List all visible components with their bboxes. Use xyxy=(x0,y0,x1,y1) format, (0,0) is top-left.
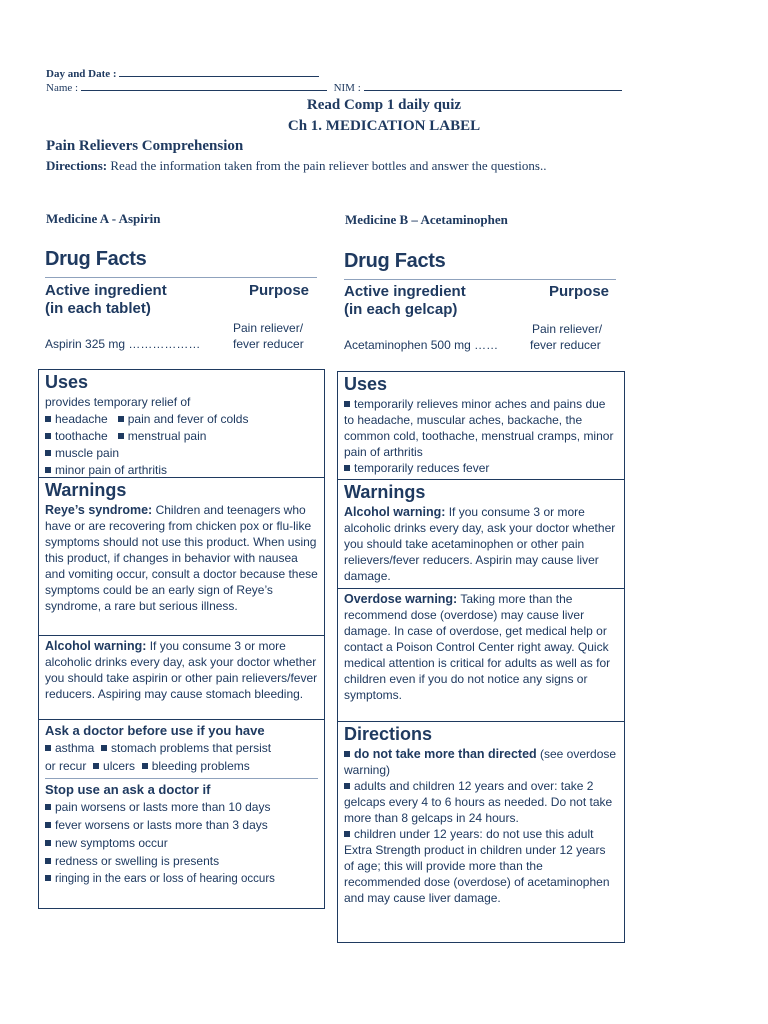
uses-item: muscle pain xyxy=(55,446,120,460)
medicine-b-active-ingredient xyxy=(344,283,466,319)
medicine-b-facts-box xyxy=(337,371,625,943)
bullet-icon xyxy=(344,751,350,757)
alcohol-text: If you consume 3 or more alcoholic drinks every day, ask your doctor whether you should take aspirin or other pain relievers/fever reducers. Aspiring may cause stomach bleeding. xyxy=(45,639,318,701)
direction-text: adults and children 12 years and over: take 2 gelcaps every 4 to 6 hours as needed. Do not take more than 8 gelcaps in 24 hours. xyxy=(344,779,613,825)
uses-item: toothache xyxy=(55,429,108,443)
bullet-icon xyxy=(45,858,51,864)
overdose-label: Overdose warning: xyxy=(344,592,458,606)
bullet-icon xyxy=(344,783,350,789)
alcohol-label: Alcohol warning: xyxy=(45,639,147,653)
uses-row xyxy=(45,428,318,445)
medicine-b-purpose-1: Pain reliever/ xyxy=(532,322,603,336)
medicine-b-ingredient: Acetaminophen 500 mg …… xyxy=(344,338,499,352)
bullet-icon xyxy=(45,450,51,456)
stop-text: ringing in the ears or loss of hearing occurs xyxy=(55,873,275,885)
bullet-icon xyxy=(101,745,107,751)
stop-text: pain worsens or lasts more than 10 days xyxy=(55,800,271,814)
uses-text: temporarily relieves minor aches and pains due to headache, muscular aches, backache, the common cold, toothache, menstrual cramps, minor pain of arthritis xyxy=(344,397,614,459)
ask-title: Ask a doctor before use if you have xyxy=(45,723,265,738)
direction-text: children under 12 years: do not use this adult Extra Strength product in children under 12 years of age; this will provide more than the recommended dose (overdose) of acetaminophen and may cause liver damage. xyxy=(344,827,610,905)
direction-item xyxy=(344,778,618,826)
nim-field[interactable] xyxy=(364,80,622,91)
uses-item: headache xyxy=(55,412,108,426)
bullet-icon xyxy=(45,416,51,422)
bullet-icon xyxy=(344,831,350,837)
warnings-title: Warnings xyxy=(344,482,426,502)
bullet-icon xyxy=(344,401,350,407)
active-sub: (in each tablet) xyxy=(45,300,151,317)
bullet-icon xyxy=(118,433,124,439)
stop-text: redness or swelling is presents xyxy=(55,854,220,868)
reye-warning xyxy=(45,502,318,614)
stop-item xyxy=(45,798,318,816)
uses-item xyxy=(344,460,618,476)
bullet-icon xyxy=(118,416,124,422)
stop-item xyxy=(45,816,318,834)
alcohol-warning xyxy=(344,504,618,584)
active-sub: (in each gelcap) xyxy=(344,301,458,318)
reye-text: Children and teenagers who have or are recovering from chicken pox or flu-like symptoms should not use this product. When using this product, if changes in behavior with nausea and vomiting occur, consult a doctor because these symptoms could be an early sign of Reye’s syndrome, a rare but serious illness. xyxy=(45,503,318,613)
page-title: Read Comp 1 daily quiz xyxy=(306,97,462,113)
name-label: Name : xyxy=(46,82,79,94)
name-field[interactable] xyxy=(81,80,327,91)
bullet-icon xyxy=(142,763,148,769)
stop-item xyxy=(45,852,318,870)
medicine-a-warnings xyxy=(39,478,324,636)
uses-row xyxy=(45,462,318,479)
uses-row xyxy=(45,445,318,462)
direction-item xyxy=(344,746,618,778)
divider xyxy=(45,277,317,278)
medicine-a-purpose-1: Pain reliever/ xyxy=(233,321,304,335)
medicine-a-ask-stop xyxy=(39,720,324,908)
medicine-a-drug-facts: Drug Facts xyxy=(45,248,147,270)
stop-text: fever worsens or lasts more than 3 days xyxy=(55,818,268,832)
medicine-b-overdose xyxy=(338,589,624,722)
uses-row xyxy=(45,411,318,428)
bullet-icon xyxy=(344,465,350,471)
medicine-a-purpose-label: Purpose xyxy=(249,282,310,299)
reye-label: Reye’s syndrome: xyxy=(45,503,153,517)
name-line xyxy=(46,80,622,94)
medicine-b-heading: Medicine B – Acetaminophen xyxy=(345,212,508,227)
ask-item: bleeding problems xyxy=(151,759,250,773)
medicine-b-purpose-label: Purpose xyxy=(549,283,610,300)
bullet-icon xyxy=(45,804,51,810)
uses-item: menstrual pain xyxy=(127,429,207,443)
ask-item: asthma xyxy=(55,741,95,755)
medicine-b-drug-facts: Drug Facts xyxy=(344,250,446,272)
directions-title: Directions xyxy=(344,724,433,744)
alcohol-label: Alcohol warning: xyxy=(344,505,446,519)
medicine-b-uses xyxy=(338,372,624,480)
active-label: Active ingredient xyxy=(344,283,466,300)
ask-row xyxy=(45,739,318,757)
stop-item xyxy=(45,870,318,888)
direction-text: (see overdose warning) xyxy=(344,747,617,777)
bullet-icon xyxy=(45,745,51,751)
bullet-icon xyxy=(45,467,51,473)
stop-title: Stop use an ask a doctor if xyxy=(45,782,211,797)
directions-label: Directions: xyxy=(46,158,108,173)
day-date-line xyxy=(46,66,319,80)
medicine-a-purpose-2: fever reducer xyxy=(233,337,304,351)
ask-item: stomach problems that persist xyxy=(111,741,272,755)
direction-item xyxy=(344,826,618,906)
uses-text: temporarily reduces fever xyxy=(354,461,490,475)
stop-item xyxy=(45,834,318,852)
overdose-text: Taking more than the recommend dose (overdose) may cause liver damage. In case of overdose, get medical help or contact a Poison Control Center right away. Quick medical attention is critical for adults as well as for children even if you do not notice any signs or symptoms. xyxy=(344,592,611,702)
alcohol-warning xyxy=(45,638,318,702)
uses-item xyxy=(344,396,618,460)
medicine-b-directions xyxy=(338,722,624,942)
medicine-a-heading: Medicine A - Aspirin xyxy=(46,211,161,226)
bullet-icon xyxy=(93,763,99,769)
uses-intro: provides temporary relief of xyxy=(45,395,191,409)
medicine-a-active-ingredient xyxy=(45,282,167,318)
day-date-field[interactable] xyxy=(119,66,319,77)
medicine-b-warnings xyxy=(338,480,624,589)
chapter-title: Ch 1. MEDICATION LABEL xyxy=(287,118,481,134)
medicine-a-uses xyxy=(39,370,324,478)
medicine-a-ingredient: Aspirin 325 mg ……………… xyxy=(45,337,201,351)
active-label: Active ingredient xyxy=(45,282,167,299)
divider xyxy=(45,778,318,779)
overdose-warning xyxy=(344,591,618,703)
medicine-a-alcohol xyxy=(39,636,324,720)
ask-item: or recur xyxy=(45,759,87,773)
uses-title: Uses xyxy=(344,374,388,394)
divider xyxy=(344,279,616,280)
medicine-b-purpose-2: fever reducer xyxy=(530,338,601,352)
direction-bold: do not take more than directed xyxy=(354,747,537,761)
warnings-title: Warnings xyxy=(45,480,127,500)
subtitle: Pain Relievers Comprehension xyxy=(46,138,244,154)
uses-title: Uses xyxy=(45,372,89,392)
stop-text: new symptoms occur xyxy=(55,836,168,850)
medicine-a-facts-box xyxy=(38,369,325,909)
bullet-icon xyxy=(45,840,51,846)
nim-label: NIM : xyxy=(333,82,361,94)
directions-text: Read the information taken from the pain reliever bottles and answer the questions.. xyxy=(107,158,547,173)
directions xyxy=(46,158,746,174)
bullet-icon xyxy=(45,822,51,828)
bullet-icon xyxy=(45,875,51,881)
day-date-label: Day and Date : xyxy=(46,68,117,80)
ask-item: ulcers xyxy=(103,759,136,773)
bullet-icon xyxy=(45,433,51,439)
uses-item: minor pain of arthritis xyxy=(55,463,168,477)
uses-item: pain and fever of colds xyxy=(127,412,249,426)
ask-row xyxy=(45,757,318,775)
alcohol-text: If you consume 3 or more alcoholic drinks every day, ask your doctor whether you should take acetaminophen or other pain relievers/fever reducers. Aspirin may cause liver damage. xyxy=(344,505,616,583)
